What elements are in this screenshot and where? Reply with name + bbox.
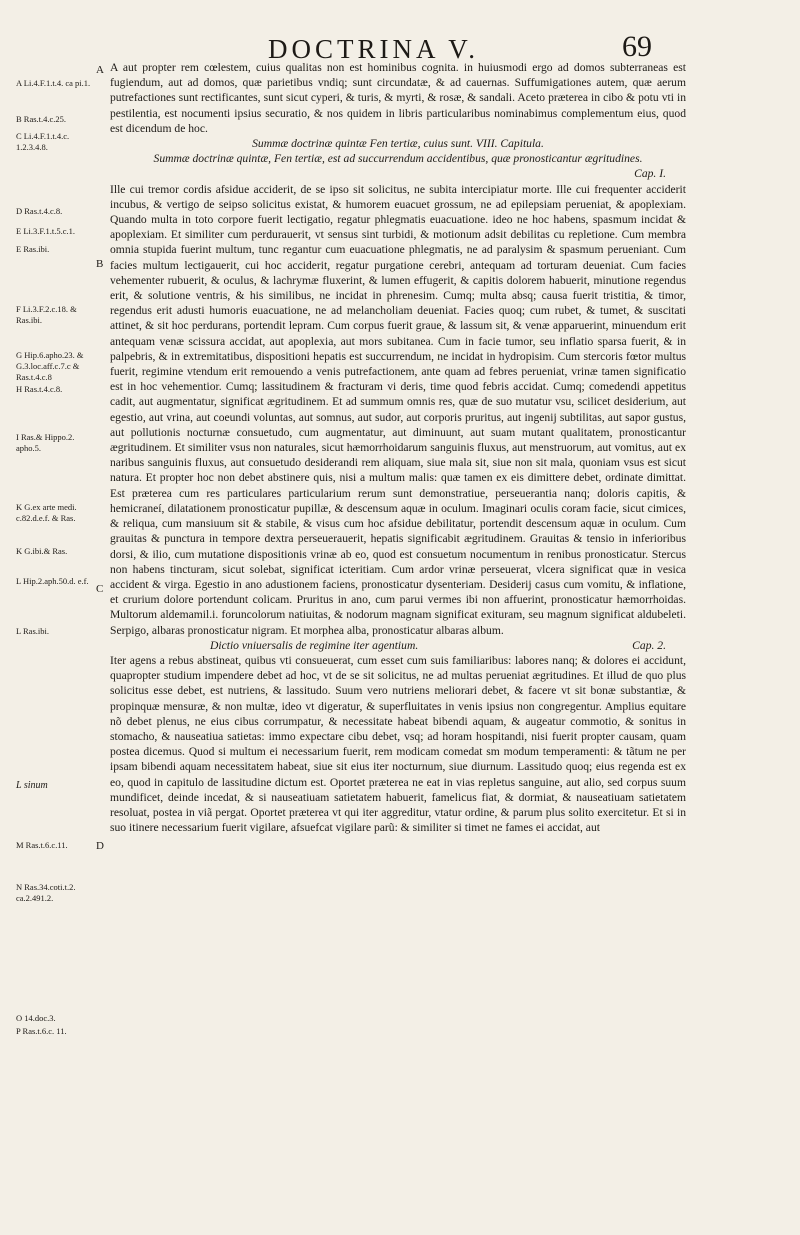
summa-subtitle: Summæ doctrinæ quintæ, Fen tertiæ, est ad succurrendum accidentibus, quæ pronosticantur ægritudines. — [153, 152, 643, 166]
margin-note: D Ras.t.4.c.8. — [16, 206, 63, 216]
chapter-2-paragraph: Iter agens a rebus abstineat, quibus vti consueuerat, cum esset cum suis familiaribus: labores nanq; & dolores ei accidunt, quapropter studium impendere debet ad hoc, vt de se sit solicitus, ne ad multas perueniat ægritudines. Et illud de quo plus solicitus esse debet, est nutriens, & lassitudo. Suum vero nutriens meliorari debet, & facere vt sit bonæ substantiæ, & propinquæ mensuræ, & non multæ, ideo vt digeratur, & superfluitates in venis ipsius non congregentur. Amplius equitare nõ debet plenus, ne eius cibus corrumpatur, & necessitate habeat bibendi aquam, & augeatur commotio, & sonitus in stomacho, & nauseatiua satietas: immo expectare cibu debet, vsq; ad horam hospitandi, nisi fuerit propter causam, quam postea dicemus. Quod si multum ei necessarium fuerit, rem modicam comedat sm modum temperamenti: & tãtum ne per ipsam bibendi aquam necessitatem habeat, siue sit eius iter nocturnum, siue diurnum. Lassitudo quoq; eius regenda est ex eo, quod in capitulo de lassitudine dictum est. Oportet præterea ne eat in vias repletus sanguine, aut alio, sed corpus suum mundificet, deinde incedat, & si nauseatiuam satietatem habuerit, famelicus fiat, & dormiat, & nauseatiuam satietatem resoluat, postea in viã pergat. Oportet præterea vt qui iter aggreditur, vtatur ordine, & parum plus solito exercitetur. Et si in suo itinere necessarium fuerit vigilare, afsuefcat vigilare parũ: & similiter si timet ne fames ei accidat, aut — [110, 653, 686, 835]
margin-note: L Ras.ibi. — [16, 626, 49, 636]
margin-note: G Hip.6.apho.23. & G.3.loc.aff.c.7.c & Ras.t.4.c.8 — [16, 350, 84, 382]
chapter-2-label: Cap. 2. — [632, 638, 666, 652]
margin-note: E Li.3.F.1.t.5.c.1. — [16, 226, 76, 236]
margin-note: I Ras.& Hippo.2. apho.5. — [16, 432, 75, 453]
margin-note: N Ras.34.coti.t.2. ca.2.491.2. — [16, 882, 76, 903]
margin-note: K G.ex arte medi. c.82.d.e.f. & Ras. — [16, 502, 77, 523]
running-title: DOCTRINA V. — [268, 34, 480, 64]
chapter-1-label: Cap. I. — [634, 167, 666, 181]
margin-note: A Li.4.F.1.t.4. ca pi.1. — [16, 78, 91, 88]
margin-notes — [16, 78, 96, 1228]
margin-note: H Ras.t.4.c.8. — [16, 384, 63, 394]
chapter-2-heading — [110, 638, 686, 653]
margin-note: L sinum — [16, 780, 48, 791]
margin-note: M Ras.t.6.c.11. — [16, 840, 68, 850]
summa-title: Summæ doctrinæ quintæ Fen tertiæ, cuius sunt. VIII. Capitula. — [252, 137, 544, 151]
margin-note: B Ras.t.4.c.25. — [16, 114, 67, 124]
margin-note: F Li.3.F.2.c.18. & Ras.ibi. — [16, 304, 77, 325]
section-letter: C — [96, 583, 104, 595]
section-letters — [96, 64, 110, 1228]
chapter-1-label-line — [110, 166, 686, 181]
section-letter: A — [96, 64, 104, 76]
margin-note: O 14.doc.3. — [16, 1013, 56, 1023]
margin-note: E Ras.ibi. — [16, 244, 50, 254]
section-letter: B — [96, 258, 104, 270]
margin-note: P Ras.t.6.c. 11. — [16, 1026, 67, 1036]
chapter-2-title: Dictio vniuersalis de regimine iter agentium. — [210, 638, 419, 652]
main-text — [110, 60, 686, 1210]
margin-note: K G.ibi.& Ras. — [16, 546, 68, 556]
chapter-1-paragraph: Ille cui tremor cordis afsidue acciderit, de se ipso sit solicitus, ne subita intercipiatur morte. Ille cui frequenter acciderit incubus, & vertigo de seipso solicitus existat, & humorem euacuet grossum, ne ad epilepsiam perueniat, & apoplexiam. Quando multa in toto corpore fuerit lectigatio, regatur phlegmatis euacuatione. ideo ne hoc habens, spasmum incidat & apoplexiam. Et similiter cum perdurauerit, vt sensus sint turbidi, & motionum adsit debilitas cu repletione. Cum membra omnia stupida fuerint multum, tunc regantur cum euacuatione phlegmatis, ne ad paralysim & spasmum perueniant. Cum facies multum lectigauerit, cui hoc acciderit, regatur purgatione cerebri, antequam ad torturam deueniat. Cum facies vehementer rubuerit, & oculus, & lachrymæ fluxerint, & lumen effugerit, & capitis dolorem habuerit, minutione regendus erit, & solutione ventris, & his similibus, ne incidat in phrenesim. Cumq; multa absq; causa fuerit tristitia, & timor, regendus erit adusti humoris euacuatione, ne ad melancholiam deueniat. Facies quoq; cum rubet, & tumet, & suscitati attinet, & sit hoc perdurans, portendit lepram. Cum corpus fuerit graue, & lassum sit, & venæ apparuerint, minuendum erit antequam venæ scissura accidat, aut apoplexia, aut mors subitanea. Cum in facie tumor, seu inflatio sparsa fuerit, & in palpebris, & in extremitatibus, dispositioni hepatis est succurrendum, ne incidat in hydropisim. Cum stercoris fœtor multus fuerit, regimine vtendum erit remouendo a venis putrefactionem, ante quam ad febres perueniat, vrinæ tamen significatio est in hoc vehementior. Cumq; lassitudinem & fracturam vi deris, time quod febris accidat. Cumq; comedendi appetitus cadit, aut augmentatur, significat ægritudinem. Et ad summum omnis res, quæ de suo mutatur vsu, scilicet desiderium, aut egestio, aut vrina, aut coeundi voluntas, aut somnus, aut sudor, aut corporis pruritus, aut ingenij subtilitas, aut sapor gustus, aut pollutionis nocturnæ consuetudo, cum augmentatur, aut diminuunt, aut suam mutant qualitatem, pronosticantur ægritudinem. Et similiter vsus non naturales, sicut hæmorrhoidarum sanguinis fluxus, aut menstruorum, aut vomitus, aut ex naribus sanguinis fluxus, aut consuetudo desiderandi rem aliquam, siue mala sit, siue non sit mala, quoniam vsus est sicut natura. Et propter hoc non debet abstinere quis, nisi a multum malis: quæ tamen ex eis dimittere debet, ordinate dimittat. Est præterea cum res particulares particularium rerum sunt demonstratiue, perseuerantia nanq; doloris capitis, & hemicraneí, dilatationem pronosticatur pupillæ, & descensum aquæ in oculum. Imaginari oculis coram facie, sicut cimices, & reliqua, cum mansiuum sit & stabile, & visus cum hoc afsidue debilitatur, portendit descensum aquæ in oculum. Cum grauitas & punctura in tempore dextra perseuerauerit, hepatis significabit ægritudinem. Grauitas & tensio in inferioribus dorsi, & ilio, cum mutatione dispositionis vrinæ ab eo, quod est consuetum nocumentum in renibus pronosticatur. Stercus non habens tincturam, sicut solebat, significat icteritiam. Cum ardor vrinæ perseuerat, vlcera significat quæ in vesica accident & virga. Egestio in ano adustionem faciens, pronosticatur dysenteriam. Desiderij casus cum vomitu, & inflatione, et crurium dolore portendunt colicam. Pruritus in ano, cum parui vermes ibi non affuerint, pronosticatur hæmorrhoidas. Multorum aldemamil.i. foruncolorum natiuitas, & nodorum magnam significat exituram, seu magnum significat aldubeleti. Serpigo, albaras pronosticatur nigram. Et morphea alba, pronosticatur albaras album. — [110, 182, 686, 637]
margin-note: L Hip.2.aph.50.d. e.f. — [16, 576, 89, 586]
intro-paragraph: A aut propter rem cœlestem, cuius qualitas non est hominibus cognita. in huiusmodi ergo ad domos subterraneas est fugiendum, aut ad domos, quæ parietibus vndiq; sunt circundatæ, & ad cauernas. Suffumigationes autem, quæ aerum putrefactiones sunt rectificantes, sunt sicut cyperi, & turis, & myrti, & rosæ, & sandali. Aceto præterea in cibo & potu vti in pestilentia, est nocumenti ipsius securatio, & nos quidem in libris particularibus nominabimus complementum eius, quod est dicendum de hoc. — [110, 61, 686, 135]
page-number: 69 — [622, 30, 652, 63]
margin-note: C Li.4.F.1.t.4.c. 1.2.3.4.8. — [16, 131, 70, 152]
section-letter: D — [96, 840, 104, 852]
